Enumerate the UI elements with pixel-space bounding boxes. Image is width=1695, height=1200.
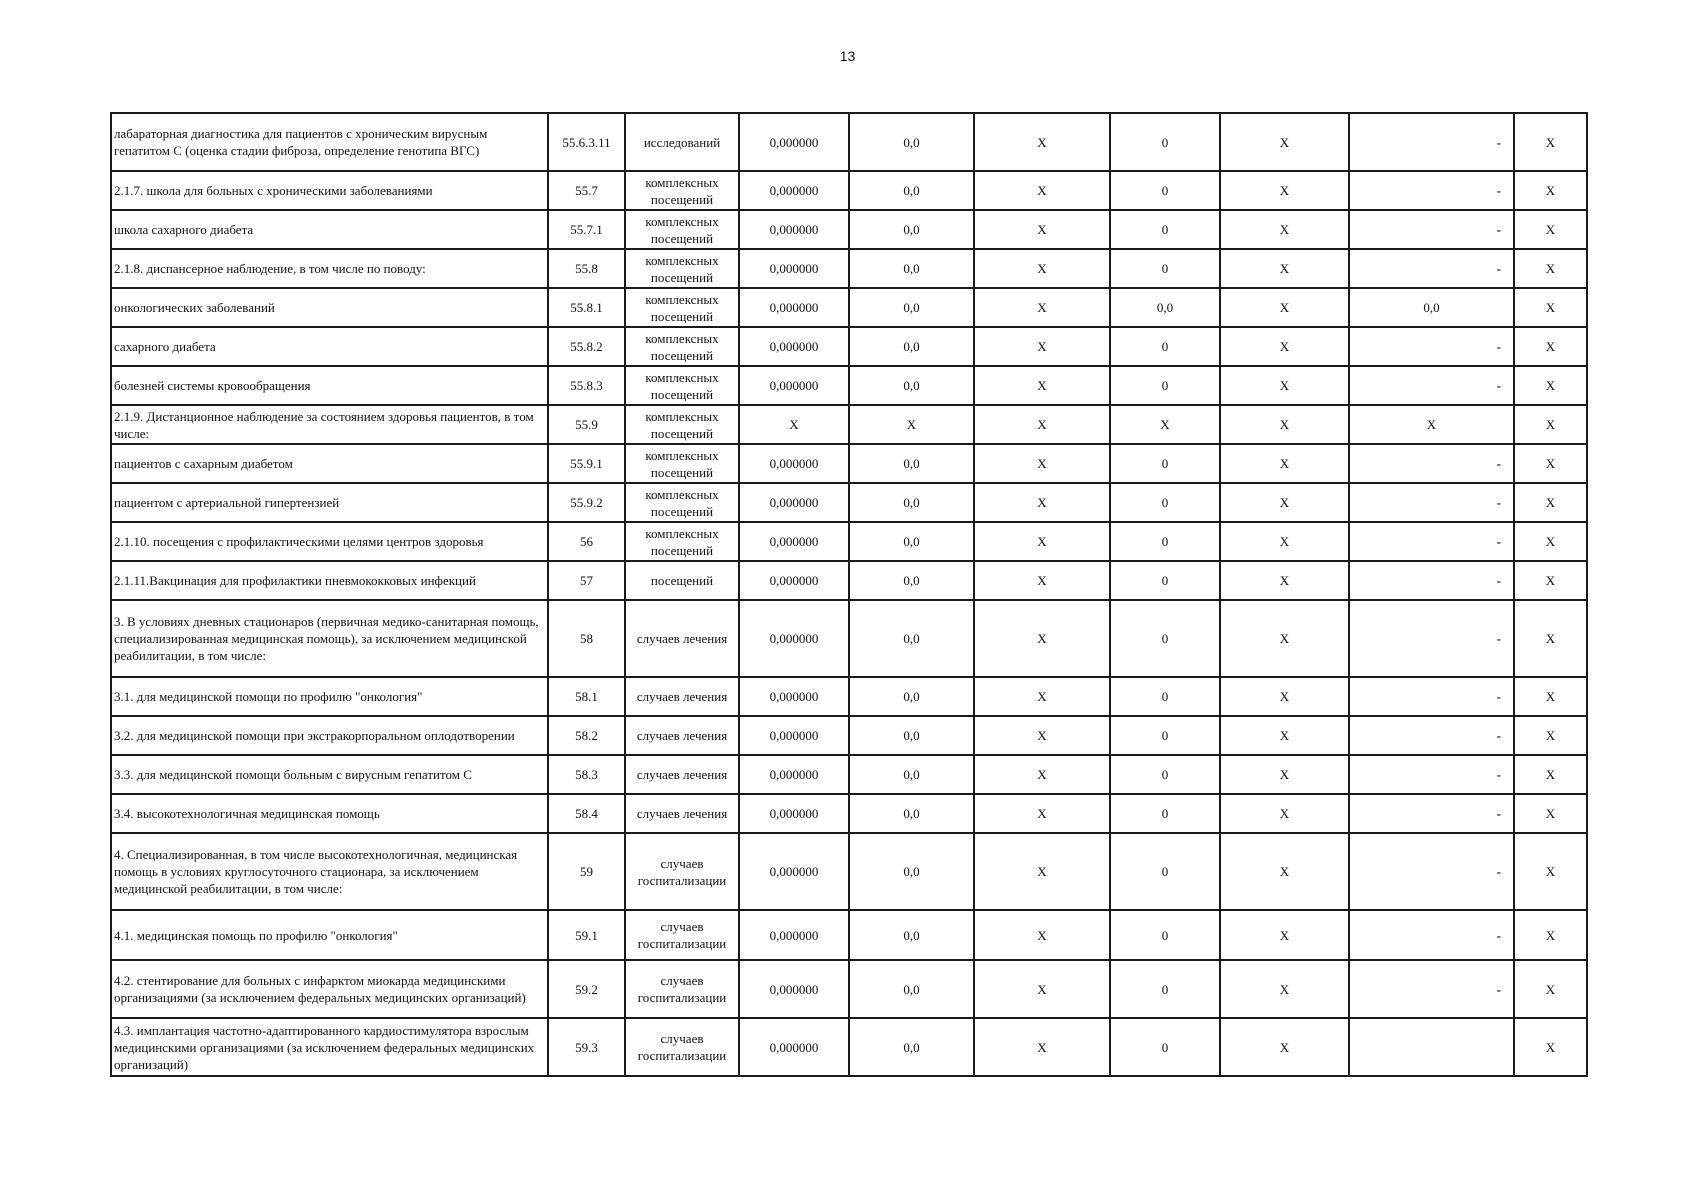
row-value-cell: 0,0 <box>849 910 974 960</box>
page-number: 13 <box>839 48 856 64</box>
row-value-cell: 0,000000 <box>739 755 849 794</box>
row-name-cell: 3. В условиях дневных стационаров (первичная медико-санитарная помощь, специализированная медицинская помощь), за исключением медицинской реабилитации, в том числе: <box>111 600 548 677</box>
row-code-cell: 58.3 <box>548 755 625 794</box>
row-name-cell: пациентов с сахарным диабетом <box>111 444 548 483</box>
row-code-cell: 59.1 <box>548 910 625 960</box>
row-value-cell: 0,0 <box>849 600 974 677</box>
table-row <box>111 444 1587 483</box>
row-code-cell: 55.8.1 <box>548 288 625 327</box>
row-value-cell: 0 <box>1110 755 1220 794</box>
row-value-cell: X <box>974 716 1110 755</box>
row-unit-cell: случаев лечения <box>625 755 739 794</box>
row-value-cell: 0,0 <box>849 288 974 327</box>
row-unit-cell: случаев госпитализации <box>625 910 739 960</box>
row-value-cell: X <box>739 405 849 444</box>
row-value-cell: - <box>1349 171 1514 210</box>
row-unit-cell: посещений <box>625 561 739 600</box>
row-value-cell: 0,0 <box>849 249 974 288</box>
row-value-cell: X <box>974 327 1110 366</box>
row-value-cell: 0,0 <box>1349 288 1514 327</box>
row-name-cell: 2.1.7. школа для больных с хроническими заболеваниями <box>111 171 548 210</box>
row-unit-cell: случаев госпитализации <box>625 1018 739 1076</box>
row-value-cell: 0,0 <box>849 677 974 716</box>
row-value-cell: 0,000000 <box>739 677 849 716</box>
row-value-cell: 0,000000 <box>739 716 849 755</box>
row-value-cell: 0,0 <box>849 113 974 171</box>
row-value-cell: 0,0 <box>849 716 974 755</box>
row-value-cell: 0 <box>1110 561 1220 600</box>
row-value-cell: X <box>974 677 1110 716</box>
row-value-cell: - <box>1349 113 1514 171</box>
row-value-cell: 0,000000 <box>739 522 849 561</box>
row-value-cell: - <box>1349 755 1514 794</box>
row-name-cell: 3.1. для медицинской помощи по профилю "онкология" <box>111 677 548 716</box>
row-unit-cell: комплексных посещений <box>625 366 739 405</box>
row-unit-cell: случаев госпитализации <box>625 833 739 910</box>
row-unit-cell: комплексных посещений <box>625 171 739 210</box>
row-value-cell: X <box>1514 910 1587 960</box>
row-value-cell: X <box>1220 716 1349 755</box>
row-value-cell: 0,000000 <box>739 288 849 327</box>
row-value-cell: 0 <box>1110 833 1220 910</box>
row-name-cell: 4.3. имплантация частотно-адаптированного кардиостимулятора взрослым медицинскими организациями (за исключением федеральных медицинских организаций) <box>111 1018 548 1076</box>
row-value-cell: X <box>1220 327 1349 366</box>
row-name-cell: 3.3. для медицинской помощи больным с вирусным гепатитом С <box>111 755 548 794</box>
row-value-cell: 0,0 <box>849 833 974 910</box>
row-name-cell: пациентом с артериальной гипертензией <box>111 483 548 522</box>
data-table <box>110 112 1588 1077</box>
row-value-cell: 0 <box>1110 327 1220 366</box>
row-value-cell: X <box>1514 561 1587 600</box>
row-value-cell: X <box>1514 1018 1587 1076</box>
row-name-cell: 2.1.11.Вакцинация для профилактики пневмококковых инфекций <box>111 561 548 600</box>
table-row <box>111 522 1587 561</box>
row-value-cell: X <box>1220 561 1349 600</box>
row-value-cell: 0,000000 <box>739 327 849 366</box>
row-code-cell: 55.7.1 <box>548 210 625 249</box>
row-unit-cell: исследований <box>625 113 739 171</box>
row-value-cell: X <box>974 113 1110 171</box>
row-value-cell: X <box>1514 249 1587 288</box>
row-value-cell: X <box>1220 249 1349 288</box>
row-unit-cell: комплексных посещений <box>625 444 739 483</box>
row-value-cell: 0,000000 <box>739 210 849 249</box>
row-value-cell: X <box>1220 1018 1349 1076</box>
row-unit-cell: комплексных посещений <box>625 210 739 249</box>
row-name-cell: 4.2. стентирование для больных с инфарктом миокарда медицинскими организациями (за исключением федеральных медицинских организаций) <box>111 960 548 1018</box>
row-value-cell: 0 <box>1110 249 1220 288</box>
table-row <box>111 210 1587 249</box>
row-value-cell: X <box>1220 405 1349 444</box>
row-value-cell: - <box>1349 366 1514 405</box>
row-value-cell: X <box>974 1018 1110 1076</box>
row-value-cell: X <box>1514 677 1587 716</box>
row-value-cell: X <box>1514 960 1587 1018</box>
row-value-cell: 0 <box>1110 522 1220 561</box>
table-row <box>111 171 1587 210</box>
row-value-cell: 0 <box>1110 910 1220 960</box>
row-value-cell: X <box>974 249 1110 288</box>
row-value-cell: X <box>1220 113 1349 171</box>
row-value-cell: X <box>974 444 1110 483</box>
row-value-cell: X <box>974 910 1110 960</box>
row-code-cell: 57 <box>548 561 625 600</box>
row-value-cell: X <box>1220 600 1349 677</box>
table-row <box>111 249 1587 288</box>
row-value-cell: 0 <box>1110 366 1220 405</box>
row-value-cell: X <box>1220 833 1349 910</box>
row-code-cell: 58.4 <box>548 794 625 833</box>
row-code-cell: 55.6.3.11 <box>548 113 625 171</box>
row-value-cell: X <box>1514 113 1587 171</box>
row-unit-cell: случаев лечения <box>625 716 739 755</box>
row-name-cell: школа сахарного диабета <box>111 210 548 249</box>
row-value-cell: - <box>1349 794 1514 833</box>
row-value-cell: 0 <box>1110 600 1220 677</box>
row-value-cell: 0 <box>1110 716 1220 755</box>
row-value-cell: 0,000000 <box>739 600 849 677</box>
table-row <box>111 327 1587 366</box>
row-value-cell: 0 <box>1110 794 1220 833</box>
row-unit-cell: случаев лечения <box>625 794 739 833</box>
table-row <box>111 113 1587 171</box>
row-code-cell: 55.8.2 <box>548 327 625 366</box>
row-unit-cell: случаев госпитализации <box>625 960 739 1018</box>
table-row <box>111 483 1587 522</box>
row-value-cell: X <box>1220 288 1349 327</box>
row-value-cell: X <box>1220 171 1349 210</box>
row-value-cell: X <box>1349 405 1514 444</box>
row-value-cell: X <box>1220 210 1349 249</box>
row-unit-cell: комплексных посещений <box>625 522 739 561</box>
table-row <box>111 288 1587 327</box>
row-value-cell: X <box>974 794 1110 833</box>
row-code-cell: 55.9 <box>548 405 625 444</box>
row-value-cell: 0 <box>1110 677 1220 716</box>
row-code-cell: 59.3 <box>548 1018 625 1076</box>
row-value-cell: 0,0 <box>849 327 974 366</box>
row-value-cell: 0,0 <box>849 794 974 833</box>
row-unit-cell: случаев лечения <box>625 677 739 716</box>
row-value-cell: X <box>1514 600 1587 677</box>
row-value-cell: X <box>1514 833 1587 910</box>
row-name-cell: 2.1.8. диспансерное наблюдение, в том числе по поводу: <box>111 249 548 288</box>
row-value-cell: X <box>974 522 1110 561</box>
row-unit-cell: комплексных посещений <box>625 327 739 366</box>
row-value-cell: X <box>1514 444 1587 483</box>
table-row <box>111 716 1587 755</box>
row-value-cell: X <box>1514 327 1587 366</box>
row-value-cell: 0 <box>1110 171 1220 210</box>
row-value-cell: - <box>1349 600 1514 677</box>
row-value-cell: - <box>1349 327 1514 366</box>
row-value-cell: X <box>974 833 1110 910</box>
row-value-cell: 0,000000 <box>739 1018 849 1076</box>
row-name-cell: лабараторная диагностика для пациентов с хроническим вирусным гепатитом С (оценка стадии фиброза, определение генотипа ВГС) <box>111 113 548 171</box>
row-value-cell: 0 <box>1110 444 1220 483</box>
row-value-cell: 0,0 <box>849 1018 974 1076</box>
row-value-cell: 0,0 <box>849 171 974 210</box>
row-value-cell: 0,000000 <box>739 249 849 288</box>
row-value-cell: 0,000000 <box>739 910 849 960</box>
row-code-cell: 55.8 <box>548 249 625 288</box>
row-value-cell: 0,000000 <box>739 366 849 405</box>
row-value-cell: - <box>1349 210 1514 249</box>
table-body <box>111 113 1587 1076</box>
row-value-cell: X <box>1514 794 1587 833</box>
row-value-cell: X <box>1514 171 1587 210</box>
row-code-cell: 55.9.2 <box>548 483 625 522</box>
row-value-cell: X <box>1220 483 1349 522</box>
table-row <box>111 405 1587 444</box>
row-value-cell: 0 <box>1110 1018 1220 1076</box>
row-value-cell: 0,0 <box>849 522 974 561</box>
row-value-cell: X <box>974 755 1110 794</box>
row-value-cell: 0,000000 <box>739 171 849 210</box>
row-value-cell: 0,000000 <box>739 833 849 910</box>
row-value-cell: - <box>1349 249 1514 288</box>
table-row <box>111 910 1587 960</box>
row-value-cell: X <box>974 483 1110 522</box>
row-value-cell: - <box>1349 522 1514 561</box>
row-value-cell: X <box>974 288 1110 327</box>
row-value-cell: X <box>1514 716 1587 755</box>
row-value-cell: - <box>1349 960 1514 1018</box>
row-value-cell: 0,0 <box>1110 288 1220 327</box>
row-value-cell: X <box>1220 794 1349 833</box>
table-row <box>111 600 1587 677</box>
table-row <box>111 755 1587 794</box>
row-value-cell: X <box>974 600 1110 677</box>
row-value-cell: 0,000000 <box>739 561 849 600</box>
row-code-cell: 55.9.1 <box>548 444 625 483</box>
row-name-cell: онкологических заболеваний <box>111 288 548 327</box>
row-value-cell: - <box>1349 483 1514 522</box>
row-value-cell: 0,000000 <box>739 113 849 171</box>
row-value-cell: 0 <box>1110 483 1220 522</box>
row-code-cell: 58.2 <box>548 716 625 755</box>
row-value-cell: 0,000000 <box>739 444 849 483</box>
row-value-cell: X <box>1220 960 1349 1018</box>
table-row <box>111 561 1587 600</box>
row-value-cell: 0,0 <box>849 561 974 600</box>
table-row <box>111 794 1587 833</box>
row-value-cell: X <box>1514 405 1587 444</box>
row-value-cell: - <box>1349 444 1514 483</box>
table-row <box>111 366 1587 405</box>
row-value-cell: 0,0 <box>849 444 974 483</box>
row-code-cell: 56 <box>548 522 625 561</box>
row-value-cell: - <box>1349 561 1514 600</box>
row-name-cell: 3.4. высокотехнологичная медицинская помощь <box>111 794 548 833</box>
row-value-cell: 0 <box>1110 210 1220 249</box>
row-value-cell: - <box>1349 716 1514 755</box>
row-value-cell: X <box>1220 522 1349 561</box>
row-value-cell: 0,0 <box>849 755 974 794</box>
table-row <box>111 677 1587 716</box>
row-code-cell: 59.2 <box>548 960 625 1018</box>
row-value-cell: 0 <box>1110 113 1220 171</box>
row-name-cell: 3.2. для медицинской помощи при экстракорпоральном оплодотворении <box>111 716 548 755</box>
row-value-cell: - <box>1349 677 1514 716</box>
row-value-cell: X <box>974 405 1110 444</box>
row-name-cell: 4. Специализированная, в том числе высокотехнологичная, медицинская помощь в условиях круглосуточного стационара, за исключением медицинской реабилитации, в том числе: <box>111 833 548 910</box>
row-value-cell: X <box>1514 288 1587 327</box>
row-name-cell: болезней системы кровообращения <box>111 366 548 405</box>
row-value-cell: X <box>1514 366 1587 405</box>
row-name-cell: 2.1.10. посещения с профилактическими целями центров здоровья <box>111 522 548 561</box>
row-value-cell: X <box>1220 755 1349 794</box>
row-name-cell: сахарного диабета <box>111 327 548 366</box>
row-code-cell: 59 <box>548 833 625 910</box>
table-row <box>111 1018 1587 1076</box>
row-value-cell: X <box>1514 755 1587 794</box>
row-value-cell: X <box>974 561 1110 600</box>
row-value-cell: 0,0 <box>849 366 974 405</box>
row-value-cell: 0,0 <box>849 210 974 249</box>
row-code-cell: 55.8.3 <box>548 366 625 405</box>
row-value-cell: 0,000000 <box>739 483 849 522</box>
row-unit-cell: комплексных посещений <box>625 483 739 522</box>
row-value-cell: X <box>974 171 1110 210</box>
row-value-cell <box>1349 1018 1514 1076</box>
row-unit-cell: комплексных посещений <box>625 249 739 288</box>
row-unit-cell: комплексных посещений <box>625 405 739 444</box>
table-row <box>111 833 1587 910</box>
row-value-cell: X <box>974 960 1110 1018</box>
row-value-cell: X <box>974 210 1110 249</box>
row-value-cell: X <box>849 405 974 444</box>
row-name-cell: 2.1.9. Дистанционное наблюдение за состоянием здоровья пациентов, в том числе: <box>111 405 548 444</box>
row-value-cell: 0,000000 <box>739 794 849 833</box>
row-value-cell: 0 <box>1110 960 1220 1018</box>
row-code-cell: 58 <box>548 600 625 677</box>
row-value-cell: - <box>1349 910 1514 960</box>
row-value-cell: 0,000000 <box>739 960 849 1018</box>
row-value-cell: X <box>1220 366 1349 405</box>
row-value-cell: X <box>1514 483 1587 522</box>
row-unit-cell: случаев лечения <box>625 600 739 677</box>
row-name-cell: 4.1. медицинская помощь по профилю "онкология" <box>111 910 548 960</box>
row-value-cell: 0,0 <box>849 483 974 522</box>
row-value-cell: 0,0 <box>849 960 974 1018</box>
row-value-cell: X <box>974 366 1110 405</box>
row-value-cell: X <box>1220 910 1349 960</box>
row-code-cell: 55.7 <box>548 171 625 210</box>
row-value-cell: X <box>1220 677 1349 716</box>
row-value-cell: - <box>1349 833 1514 910</box>
row-value-cell: X <box>1220 444 1349 483</box>
row-value-cell: X <box>1110 405 1220 444</box>
row-code-cell: 58.1 <box>548 677 625 716</box>
table-row <box>111 960 1587 1018</box>
row-unit-cell: комплексных посещений <box>625 288 739 327</box>
row-value-cell: X <box>1514 210 1587 249</box>
row-value-cell: X <box>1514 522 1587 561</box>
